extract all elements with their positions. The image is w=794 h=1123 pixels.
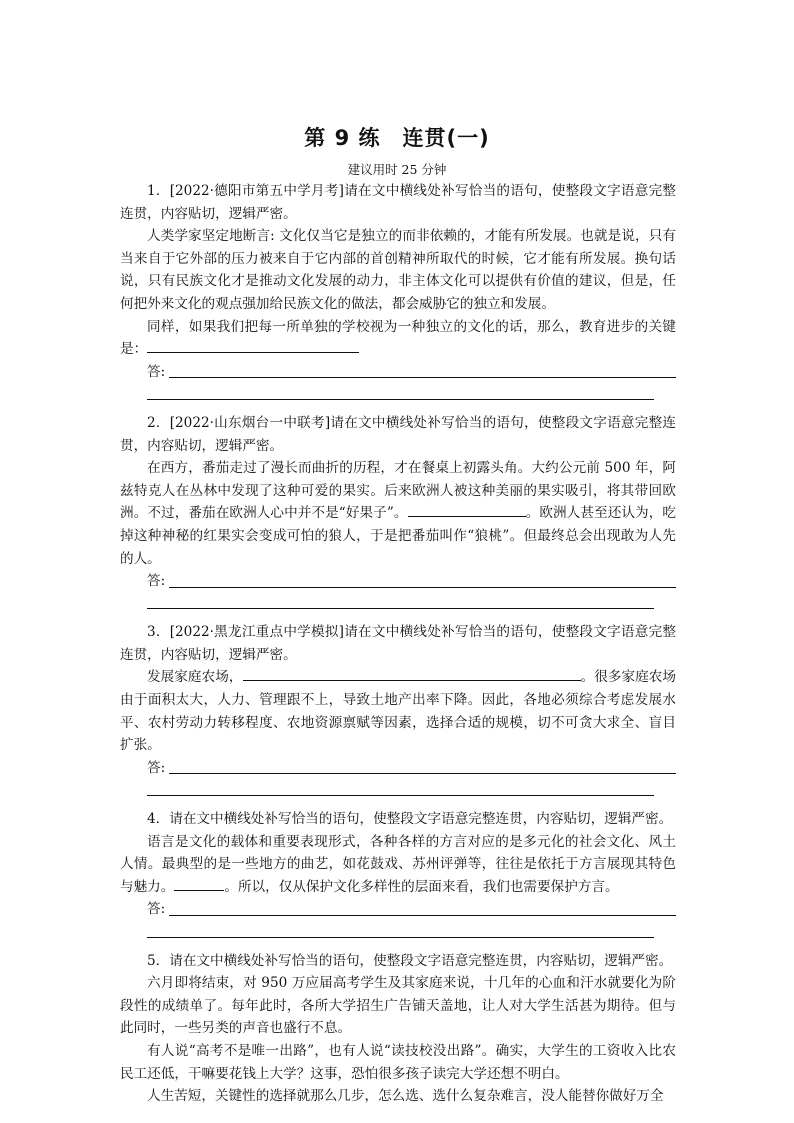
question-3-stem: 3．[2022·黑龙江重点中学模拟]请在文中横线处补写恰当的语句，使整段文字语意完整连贯，内容贴切，逻辑严密。 bbox=[120, 624, 676, 663]
question-1-stem: 1．[2022·德阳市第五中学月考]请在文中横线处补写恰当的语句，使整段文字语意完整连贯，内容贴切，逻辑严密。 bbox=[120, 183, 676, 222]
answer-label: 答: bbox=[147, 759, 166, 776]
question-1-blank[interactable] bbox=[147, 338, 359, 353]
time-suggestion: 建议用时 25 分钟 bbox=[347, 162, 447, 177]
answer-line-2[interactable] bbox=[147, 587, 654, 610]
answer-label: 答: bbox=[147, 573, 166, 590]
question-2-stem: 2．[2022·山东烟台一中联考]请在文中横线处补写恰当的语句，使整段文字语意完整连贯，内容贴切，逻辑严密。 bbox=[120, 414, 676, 454]
question-2-blank[interactable] bbox=[408, 502, 526, 517]
question-1-prompt: 同样，如果我们把每一所单独的学校视为一种独立的文化的话，那么，教育进步的关键是： bbox=[120, 318, 676, 358]
question-5-passage-1: 六月即将结束，对 950 万应届高考学生及其家庭来说，十几年的心血和汗水就要化为阶段性的成绩单了。每年此时，各所大学招生广告铺天盖地，让人对大学生活甚为期待。但与此同时，一些另类的声音也盛行不息。 bbox=[120, 975, 676, 1037]
answer-line-2[interactable] bbox=[147, 773, 654, 796]
page-title: 第 9 练 连贯(一) bbox=[304, 126, 490, 150]
answer-label: 答: bbox=[147, 363, 166, 380]
question-5-passage-3: 人生苦短，关键性的选择就那么几步，怎么选、选什么复杂难言，没人能替你做好万全 bbox=[147, 1088, 664, 1105]
question-3-passage: 发展家庭农场， 。很多家庭农场由于面积太大，人力、管理跟不上，导致土地产出率下降。因此，各地必须综合考虑发展水平、农村劳动力转移程度、农地资源禀赋等因素，选择合适的规模，切不可贪大求全、盲目扩张。 bbox=[120, 666, 676, 756]
question-4-blank[interactable] bbox=[174, 876, 224, 891]
question-3-blank[interactable] bbox=[243, 666, 581, 681]
question-5-passage-2: 有人说“高考不是唯一出路”，也有人说“读技校没出路”。确实，大学生的工资收入比农民工还低，干嘛要花钱上大学？这事，恐怕很多孩子读完大学还想不明白。 bbox=[120, 1042, 676, 1082]
question-4-stem: 4．请在文中横线处补写恰当的语句，使整段文字语意完整连贯，内容贴切，逻辑严密。 bbox=[147, 811, 673, 828]
answer-line-2[interactable] bbox=[147, 377, 654, 400]
question-1-passage-2 bbox=[120, 316, 676, 361]
question-2-passage: 在西方，番茄走过了漫长而曲折的历程，才在餐桌上初露头角。大约公元前 500 年，阿兹特克人在丛林中发现了这种可爱的果实。后来欧洲人被这种美丽的果实吸引，将其带回欧洲。不过，番茄在欧洲人心中并不是“好果子”。 。欧洲人甚至还认为，吃掉这种神秘的红果实会变成可怕的狼人，于是把番茄叫作“狼桃”。但最终总会出现敢为人先的人。 bbox=[120, 460, 677, 567]
question-4-passage: 语言是文化的载体和重要表现形式，各种各样的方言对应的是多元化的社会文化、风土人情。最典型的是一些地方的曲艺，如花鼓戏、苏州评弹等，往往是依托于方言展现其特色与魅力。 。所以，仅从保护文化多样性的层面来看，我们也需要保护方言。 bbox=[120, 833, 676, 895]
exercise-body bbox=[120, 180, 676, 1108]
answer-line-2[interactable] bbox=[147, 915, 654, 938]
question-1-passage: 人类学家坚定地断言: 文化仅当它是独立的而非依赖的，才能有所发展。也就是说，只有当来自于它外部的压力被来自于它内部的首创精神所取代的时候，它才能有所发展。换句话说，只有民族文化才是推动文化发展的动力，非主体文化可以提供有价值的建议，但是，任何把外来文化的观点强加给民族文化的做法，都会威胁它的独立和发展。 bbox=[120, 228, 676, 312]
answer-label: 答: bbox=[147, 901, 166, 918]
question-5-stem: 5．请在文中横线处补写恰当的语句，使整段文字语意完整连贯，内容贴切，逻辑严密。 bbox=[147, 952, 673, 969]
